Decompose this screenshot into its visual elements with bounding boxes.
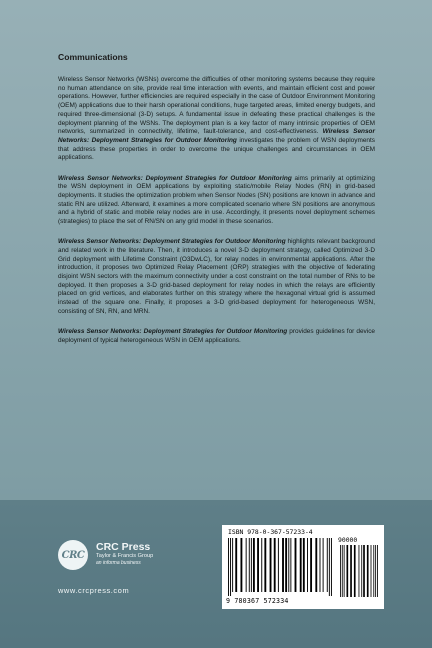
publisher-group: Taylor & Francis Group <box>96 553 154 559</box>
subject-category: Communications <box>58 52 128 62</box>
barcode-bar <box>329 538 330 596</box>
publisher-name: CRC Press <box>96 541 151 553</box>
barcode-bar <box>367 545 369 597</box>
price-code: 90000 <box>338 536 358 544</box>
barcode-bar <box>261 538 262 592</box>
barcode-bar <box>257 538 259 592</box>
barcode-bar <box>303 538 305 592</box>
barcode-bar <box>246 538 247 592</box>
barcode-bar <box>340 545 341 597</box>
barcode-bar <box>331 538 332 596</box>
p4-text: provides guidelines for device deployment of typical heterogeneous WSN in OEM applications. <box>58 328 375 344</box>
barcode-bar <box>323 538 324 592</box>
publisher-url[interactable]: www.crcpress.com <box>58 586 130 595</box>
barcode-bar <box>264 538 266 592</box>
barcode-bar <box>361 545 362 597</box>
barcode-bar <box>278 538 279 592</box>
barcode-bar <box>315 538 317 592</box>
p1-book-title: Wireless Sensor Networks: Deployment Strategies for Outdoor Monitoring <box>58 128 375 144</box>
barcode-bar <box>235 538 237 592</box>
barcode-bar <box>240 538 242 592</box>
publisher-block <box>96 541 216 566</box>
barcode-bar <box>344 545 345 597</box>
barcode-bar <box>375 545 376 597</box>
barcode-bar <box>307 538 308 592</box>
barcode-bar <box>342 545 343 597</box>
barcode-bar <box>371 545 372 597</box>
barcode-bar <box>228 538 229 596</box>
p3-book-title: Wireless Sensor Networks: Deployment Strategies for Outdoor Monitoring <box>58 238 286 246</box>
barcode-bar <box>295 538 297 592</box>
barcode-bar <box>377 545 378 597</box>
barcode-bar <box>363 545 365 597</box>
barcode-bar <box>270 538 272 592</box>
p2-text: aims primarily at optimizing the WSN deployment in OEM applications by exploiting static/mobile Relay Nodes (RN) in grid-based deployments. It studies the optimization problem when Sensor Nodes (SN) positions are known in advance and static RN are utilized. Afterward, it examines a more complicated scenario where SN positions are anonymous and a hybrid of static and mobile relay nodes are in use. Accordingly, it presents novel deployment schemes (strategies) to place the set of RN/SN on any grid model in these scenarios. <box>58 174 375 226</box>
addon-barcode <box>340 545 378 597</box>
blurb-paragraph-2 <box>58 175 375 227</box>
barcode-bar <box>274 538 276 592</box>
crc-logo-text: CRC <box>61 549 85 561</box>
isbn-barcode-box <box>222 525 384 609</box>
p2-book-title: Wireless Sensor Networks: Deployment Strategies for Outdoor Monitoring <box>58 174 292 182</box>
p1-text-1: Wireless Sensor Networks (WSNs) overcome the difficulties of other monitoring systems because they require no human attendance on site, provide real time interaction with events, and maintain efficient cost and power operations. However, further efficiencies are required especially in the case of Outdoor Environment Monitoring (OEM) applications due to their harsh operational conditions, huge targeted areas, limited energy budgets, and required three-dimensional (3-D) setups. A fundamental issue in defeating these practical challenges is the deployment planning of the WSNs. The deployment plan is a key factor of many intrinsic properties of OEM networks, summarized in connectivity, lifetime, fault-tolerance, and cost-effectiveness. <box>58 76 375 136</box>
blurb-paragraph-3 <box>58 238 375 316</box>
barcode-bar <box>230 538 231 596</box>
barcode-bar <box>373 545 374 597</box>
barcode-bar <box>290 538 291 592</box>
barcode-bar <box>346 545 348 597</box>
barcode-bar <box>359 545 360 597</box>
blurb-body <box>58 76 375 357</box>
barcode-bar <box>232 538 233 592</box>
barcode-bar <box>282 538 284 592</box>
barcode-bar <box>300 538 302 592</box>
ean-number: 9 780367 572334 <box>226 597 289 605</box>
barcode-bar <box>327 538 328 592</box>
barcode-bar <box>288 538 289 592</box>
isbn-label: ISBN 978-0-367-57233-4 <box>228 528 313 536</box>
ean-barcode <box>228 538 332 596</box>
p4-book-title: Wireless Sensor Networks: Deployment Strategies for Outdoor Monitoring <box>58 328 288 336</box>
barcode-bar <box>320 538 321 592</box>
blurb-paragraph-4 <box>58 328 375 345</box>
publisher-imprint: an informa business <box>96 560 141 566</box>
barcode-bar <box>350 545 352 597</box>
barcode-bar <box>249 538 250 592</box>
p3-text: highlights relevant background and related work in the literature. Then, it introduces a novel 3-D deployment strategy, called Optimized 3-D Grid deployment with Lifetime Constraint (O3DwLC), for relay nodes in environmental applications. After the introduction, it proposes two Optimized Relay Placement (ORP) strategies with the objective of federating disjoint WSN sectors with the maximum connectivity under a cost constraint on the total number of RNs to be deployed. It then proposes a 3-D grid-based deployment for relay nodes in which the relays are efficiently placed on grid vertices, and elaborates further on this strategy where the hexagonal virtual grid is assumed instead of the square one. Finally, it proposes a 3-D grid-based deployment for heterogeneous WSN, consisting of SN, RN, and MRN. <box>58 238 375 315</box>
barcode-bar <box>253 538 255 592</box>
barcode-bar <box>310 538 312 592</box>
barcode-bar <box>251 538 252 592</box>
blurb-paragraph-1 <box>58 76 375 163</box>
barcode-bar <box>285 538 287 592</box>
crc-logo-icon <box>58 540 88 570</box>
barcode-bar <box>354 545 356 597</box>
p1-text-2: investigates the problem of WSN deployments that address these properties in order to overcome the unique challenges and circumstances in OEM applications. <box>58 136 375 162</box>
